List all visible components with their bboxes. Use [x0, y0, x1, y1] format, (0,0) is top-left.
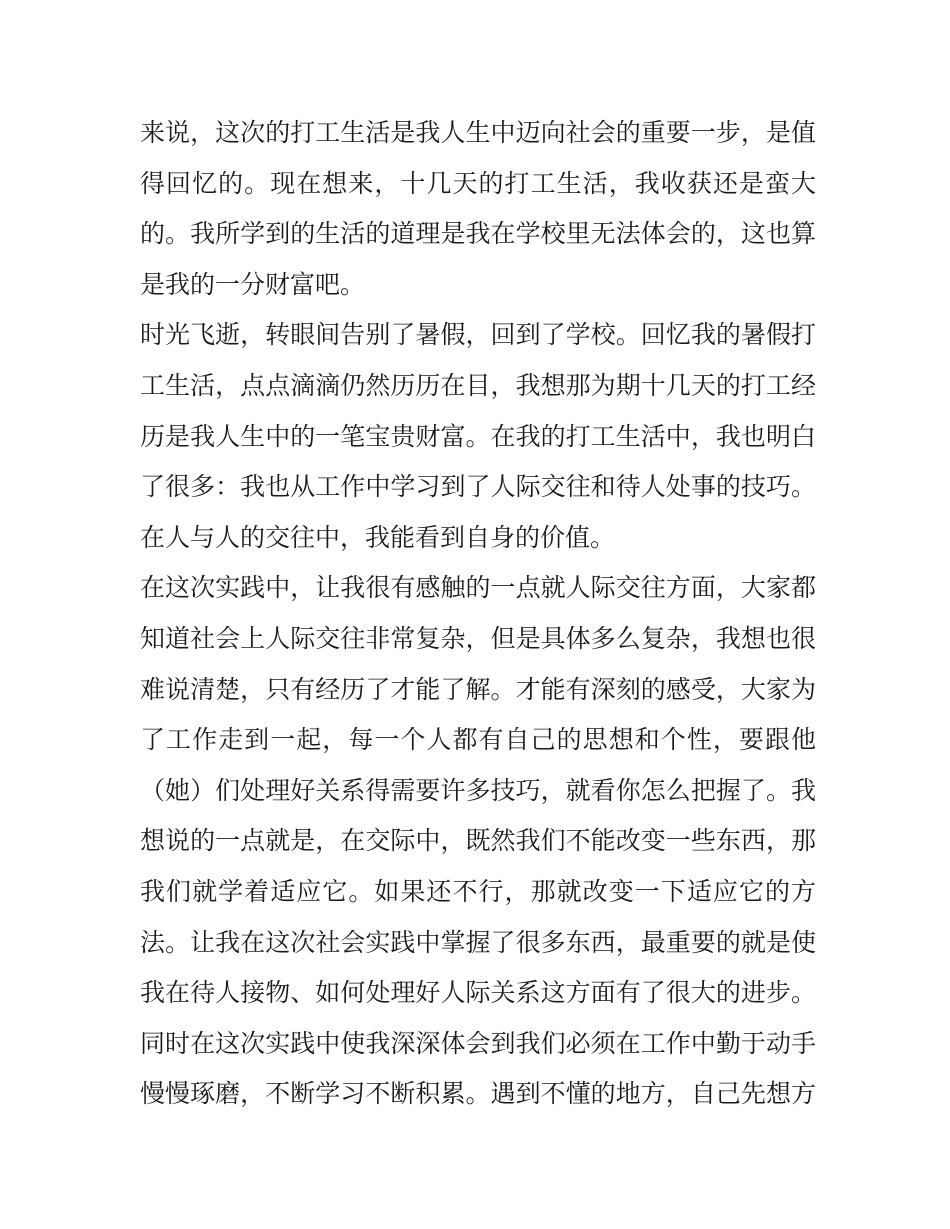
text-line: 是我的一分财富吧。 — [140, 269, 366, 299]
text-line: 历是我人生中的一笔宝贵财富。在我的打工生活中，我也明白 — [140, 421, 816, 451]
text-line: （她）们处理好关系得需要许多技巧，就看你怎么把握了。我 — [140, 775, 816, 805]
text-line: 我在待人接物、如何处理好人际关系这方面有了很大的进步。 — [140, 978, 816, 1008]
text-line: 工生活，点点滴滴仍然历历在目，我想那为期十几天的打工经 — [140, 370, 816, 400]
body-text — [140, 108, 816, 1120]
text-line: 我们就学着适应它。如果还不行，那就改变一下适应它的方 — [140, 876, 816, 906]
text-line: 在人与人的交往中，我能看到自身的价值。 — [140, 522, 616, 552]
text-line: 的。我所学到的生活的道理是我在学校里无法体会的，这也算 — [140, 219, 816, 249]
text-line: 难说清楚，只有经历了才能了解。才能有深刻的感受，大家为 — [140, 674, 816, 704]
text-line: 得回忆的。现在想来，十几天的打工生活，我收获还是蛮大 — [140, 168, 816, 198]
text-line: 了工作走到一起，每一个人都有自己的思想和个性，要跟他 — [140, 725, 816, 755]
text-line: 时光飞逝，转眼间告别了暑假，回到了学校。回忆我的暑假打 — [140, 320, 816, 350]
text-line: 慢慢琢磨，不断学习不断积累。遇到不懂的地方，自己先想方 — [140, 1079, 816, 1109]
text-line: 想说的一点就是，在交际中，既然我们不能改变一些东西，那 — [140, 826, 816, 856]
text-line: 来说，这次的打工生活是我人生中迈向社会的重要一步，是值 — [140, 118, 816, 147]
text-line: 在这次实践中，让我很有感触的一点就人际交往方面，大家都 — [140, 573, 816, 603]
text-line: 同时在这次实践中使我深深体会到我们必须在工作中勤于动手 — [140, 1028, 816, 1058]
text-line: 知道社会上人际交往非常复杂，但是具体多么复杂，我想也很 — [140, 623, 816, 653]
text-line: 法。让我在这次社会实践中掌握了很多东西，最重要的就是使 — [140, 927, 816, 957]
text-line: 了很多：我也从工作中学习到了人际交往和待人处事的技巧。 — [140, 472, 816, 502]
